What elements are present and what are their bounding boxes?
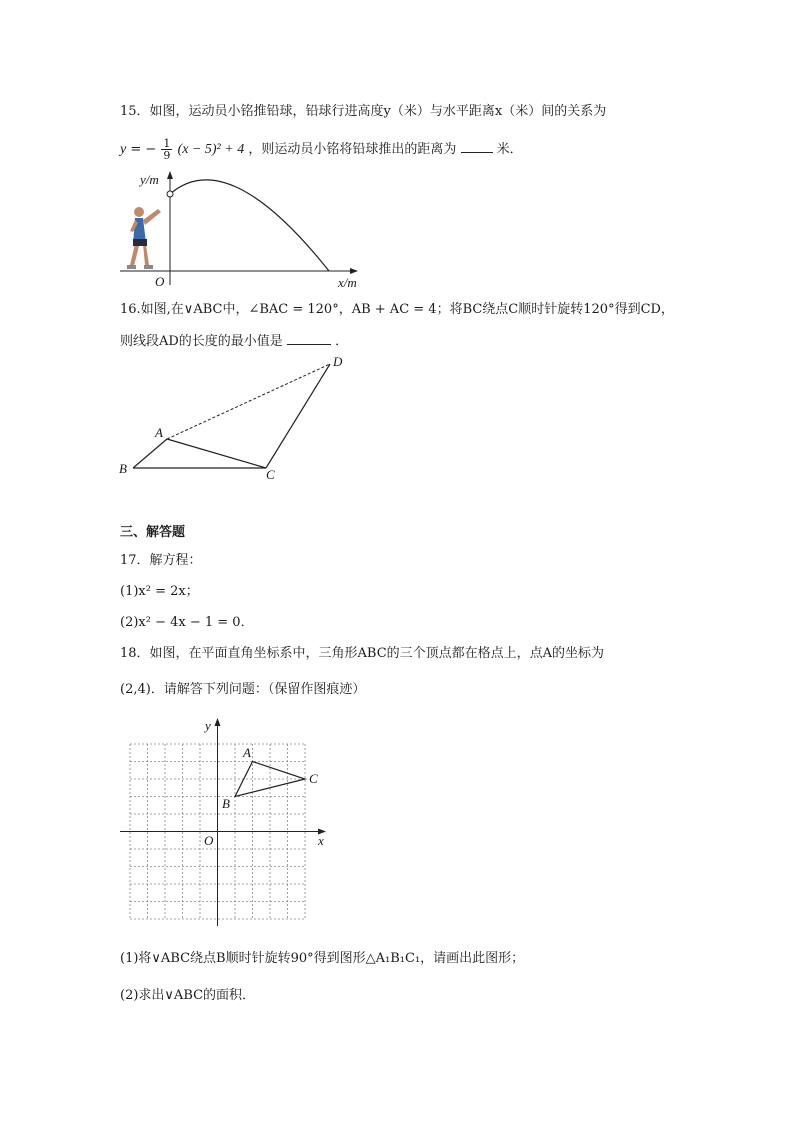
q17-title: 17．解方程： [120,553,202,568]
q15-y-arrow [167,171,173,179]
q18-y-label: y [205,718,211,733]
athlete-icon [127,207,161,269]
q15-graph [118,165,368,290]
q16-label-c: C [266,467,275,482]
q16-figure [115,352,355,487]
q15-parabola [170,180,329,271]
q16-label-b: B [119,461,127,476]
q15-frac-num: 1 [163,137,171,150]
q15-line2 [120,138,523,161]
q18-grid-figure [118,714,338,924]
q15-y-label: y/m [140,172,159,187]
q16-segment-ab [133,439,167,468]
q18-part2: (2)求出∨ABC的面积． [120,988,256,1003]
q18-line2: (2,4)．请解答下列问题：（保留作图痕迹） [120,682,366,697]
q15-x-label: x/m [338,275,357,290]
q15-origin-label: O [155,274,165,289]
q15-formula-y: y [120,142,127,157]
q18-origin-label: O [204,833,214,848]
q16-line1: 16.如图,在∨ABC中，∠BAC = 120°，AB + AC = 4；将BC绕点C顺时针旋转120°得到CD， [120,302,674,317]
q16-line2-end: ． [335,334,349,349]
q16-label-d: D [333,354,343,369]
q15-answer-blank[interactable] [461,140,493,153]
q15-formula-rest: (x − 5)² + 4 [177,142,245,157]
q18-label-b: B [222,796,230,811]
q18-label-c: C [309,771,318,786]
q18-label-a: A [243,745,251,760]
q15-fraction [161,138,172,161]
q16-line2-text: 则线段AD的长度的最小值是 [120,334,283,349]
q18-part1: (1)将∨ABC绕点B顺时针旋转90°得到图形△A₁B₁C₁，请画出此图形； [120,951,525,966]
q15-formula-eq: = − [130,142,157,157]
q16-line2 [120,332,348,351]
q16-answer-blank[interactable] [287,332,331,345]
q16-segment-ad-dashed [167,364,330,439]
q15-unit: 米． [496,142,523,157]
section-title: 三、解答题 [120,525,186,540]
q16-label-a: A [155,425,163,440]
q17-part1: (1)x² = 2x； [120,584,199,599]
q16-segment-ac [167,439,266,468]
q15-shot-point [167,191,173,197]
q16-segment-cd [266,364,330,468]
q15-x-arrow [350,268,358,274]
q15-line1: 15．如图，运动员小铭推铅球，铅球行进高度y（米）与水平距离x（米）间的关系为 [120,104,607,119]
q18-x-label: x [318,833,324,848]
q15-text-after: ，则运动员小铭将铅球推出的距离为 [248,142,457,157]
q15-frac-den: 9 [163,149,171,162]
q18-line1: 18．如图，在平面直角坐标系中，三角形ABC的三个顶点都在格点上，点A的坐标为 [120,646,605,661]
q18-y-arrow [215,718,221,726]
q17-part2: (2)x² − 4x − 1 = 0． [120,615,254,630]
